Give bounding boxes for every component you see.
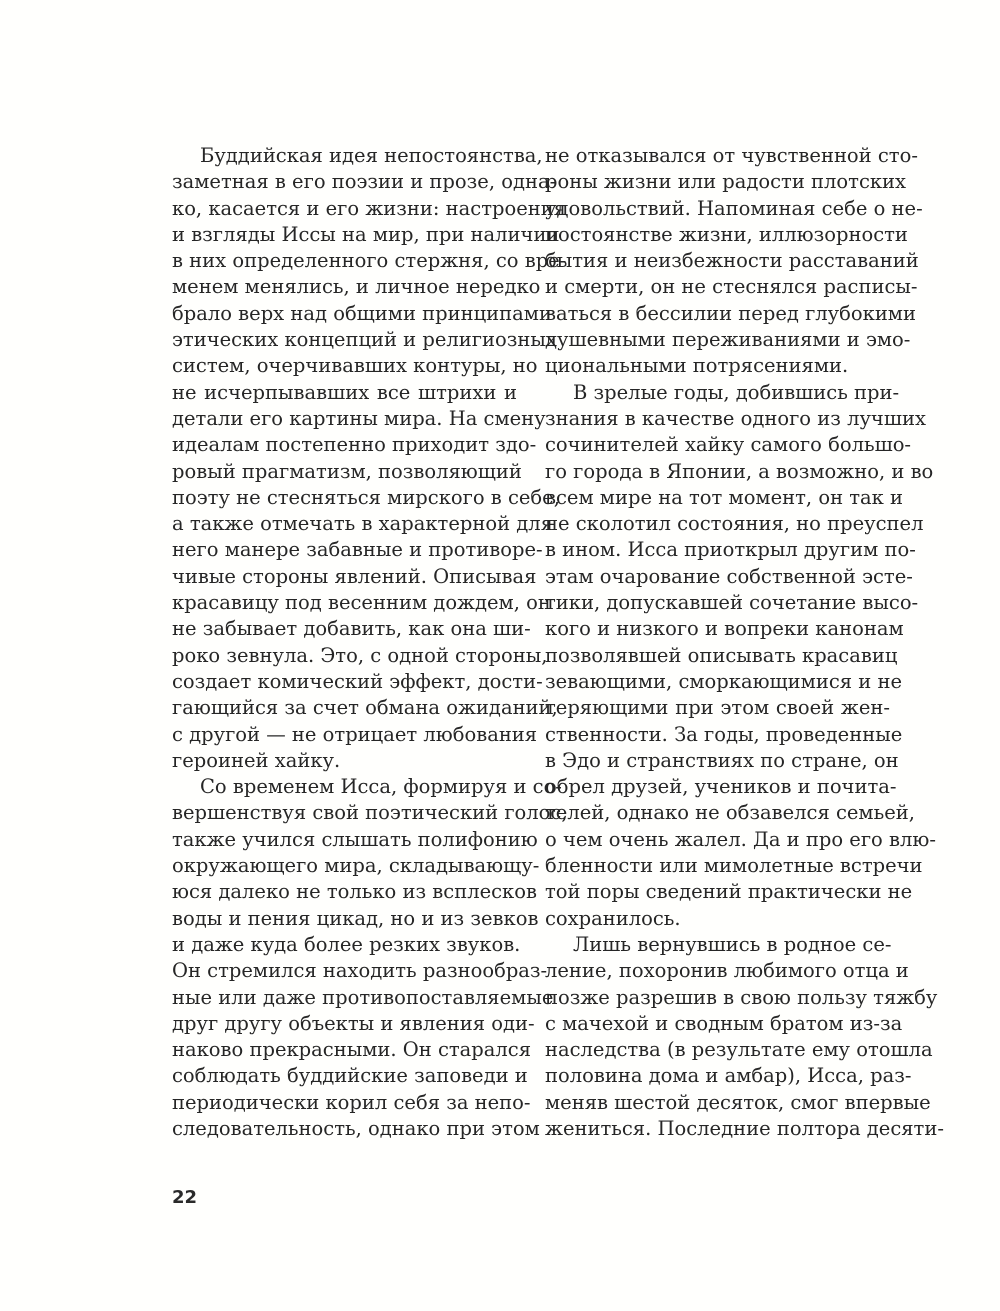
text-line: не отказывался от чувственной сто-: [545, 144, 918, 167]
text-line: вершенствуя свой поэтический голос,: [172, 801, 568, 825]
text-line: и смерти, он не стеснялся расписы-: [545, 275, 918, 299]
text-line: меняв шестой десяток, смог впервые: [545, 1090, 931, 1114]
text-line: в ином. Исса приоткрыл другим по-: [545, 538, 916, 562]
text-line: Буддийская идея непостоянства,: [200, 144, 543, 167]
text-line: этам очарование собственной эсте-: [545, 564, 913, 588]
text-line: наследства (в результате ему отошла: [545, 1038, 933, 1062]
text-line: сохранилось.: [545, 906, 681, 930]
text-line: не сколотил состояния, но преуспел: [545, 512, 924, 536]
text-line: половина дома и амбар), Исса, раз-: [545, 1064, 912, 1088]
text-line: создает комический эффект, дости-: [172, 669, 543, 693]
text-line: ные или даже противопоставляемые: [172, 985, 554, 1009]
text-line: систем, очерчивавших контуры, но: [172, 354, 538, 378]
text-line: Он стремился находить разнообраз-: [172, 959, 548, 983]
text-line: не забывает добавить, как она ши-: [172, 617, 531, 641]
text-line: позволявшей описывать красавиц: [545, 643, 898, 667]
text-line: этических концепций и религиозных: [172, 328, 557, 352]
text-line: и взгляды Иссы на мир, при наличии: [172, 222, 560, 246]
text-line: ваться в бессилии перед глубокими: [545, 301, 916, 325]
text-line: знания в качестве одного из лучших: [545, 406, 926, 430]
text-line: не исчерпывавших все штрихи и: [172, 380, 517, 404]
text-line: жениться. Последние полтора десяти-: [545, 1116, 944, 1140]
text-line: наково прекрасными. Он старался: [172, 1038, 532, 1062]
text-line: постоянстве жизни, иллюзорности: [545, 222, 908, 246]
text-line: заметная в его поэзии и прозе, одна-: [172, 170, 557, 194]
text-line: теряющими при этом своей жен-: [545, 696, 890, 720]
text-line: бленности или мимолетные встречи: [545, 854, 923, 878]
text-line: красавицу под весенним дождем, он: [172, 591, 551, 615]
text-line: брало верх над общими принципами: [172, 301, 552, 325]
text-line: бытия и неизбежности расставаний: [545, 249, 919, 273]
text-line: героиней хайку.: [172, 748, 341, 772]
text-line: соблюдать буддийские заповеди и: [172, 1064, 528, 1088]
text-line: обрел друзей, учеников и почита-: [545, 775, 897, 799]
text-line: друг другу объекты и явления оди-: [172, 1011, 535, 1035]
page-number: 22: [172, 1187, 198, 1208]
text-line: тики, допускавшей сочетание высо-: [545, 591, 919, 615]
text-line: Со временем Исса, формируя и со-: [200, 775, 562, 799]
text-line: него манере забавные и противоре-: [172, 538, 543, 562]
text-line: чивые стороны явлений. Описывая: [172, 564, 537, 588]
text-line: ственности. За годы, проведенные: [545, 722, 903, 746]
text-line: с мачехой и сводным братом из-за: [545, 1011, 903, 1035]
text-line: кого и низкого и вопреки канонам: [545, 617, 904, 641]
text-line: удовольствий. Напоминая себе о не-: [545, 196, 923, 220]
text-line: детали его картины мира. На смену: [172, 406, 546, 430]
text-line: циональными потрясениями.: [545, 354, 849, 378]
text-line: роко зевнула. Это, с одной стороны,: [172, 643, 548, 667]
text-line: поэту не стесняться мирского в себе,: [172, 485, 560, 509]
text-line: периодически корил себя за непо-: [172, 1090, 531, 1114]
text-line: менем менялись, и личное нередко: [172, 275, 541, 299]
text-line: роны жизни или радости плотских: [545, 170, 907, 194]
text-line: юся далеко не только из всплесков: [172, 880, 537, 904]
text-line: той поры сведений практически не: [545, 880, 913, 904]
text-line: также учился слышать полифонию: [172, 827, 538, 851]
text-line: идеалам постепенно приходит здо-: [172, 433, 537, 457]
right-text-column: [545, 143, 944, 1142]
text-line: о чем очень жалел. Да и про его влю-: [545, 827, 936, 851]
text-line: го города в Японии, а возможно, и во: [545, 459, 934, 483]
text-line: Лишь вернувшись в родное се-: [573, 932, 892, 956]
text-line: окружающего мира, складывающу-: [172, 854, 540, 878]
text-line: душевными переживаниями и эмо-: [545, 328, 911, 352]
text-line: ление, похоронив любимого отца и: [545, 959, 909, 983]
text-line: всем мире на тот момент, он так и: [545, 485, 904, 509]
text-line: и даже куда более резких звуков.: [172, 932, 521, 956]
text-line: позже разрешив в свою пользу тяжбу: [545, 985, 938, 1009]
text-line: сочинителей хайку самого большо-: [545, 433, 912, 457]
text-line: следовательность, однако при этом: [172, 1116, 540, 1140]
text-line: ко, касается и его жизни: настроения: [172, 196, 567, 220]
text-line: зевающими, сморкающимися и не: [545, 669, 902, 693]
text-line: гающийся за счет обмана ожиданий,: [172, 696, 558, 720]
text-line: а также отмечать в характерной для: [172, 512, 553, 536]
text-line: телей, однако не обзавелся семьей,: [545, 801, 915, 825]
left-text-column: [172, 143, 568, 1142]
text-line: воды и пения цикад, но и из зевков: [172, 906, 539, 930]
text-line: ровый прагматизм, позволяющий: [172, 459, 522, 483]
text-line: в них определенного стержня, со вре-: [172, 249, 567, 273]
text-line: с другой — не отрицает любования: [172, 722, 538, 746]
text-line: в Эдо и странствиях по стране, он: [545, 748, 899, 772]
text-line: В зрелые годы, добившись при-: [573, 380, 900, 404]
